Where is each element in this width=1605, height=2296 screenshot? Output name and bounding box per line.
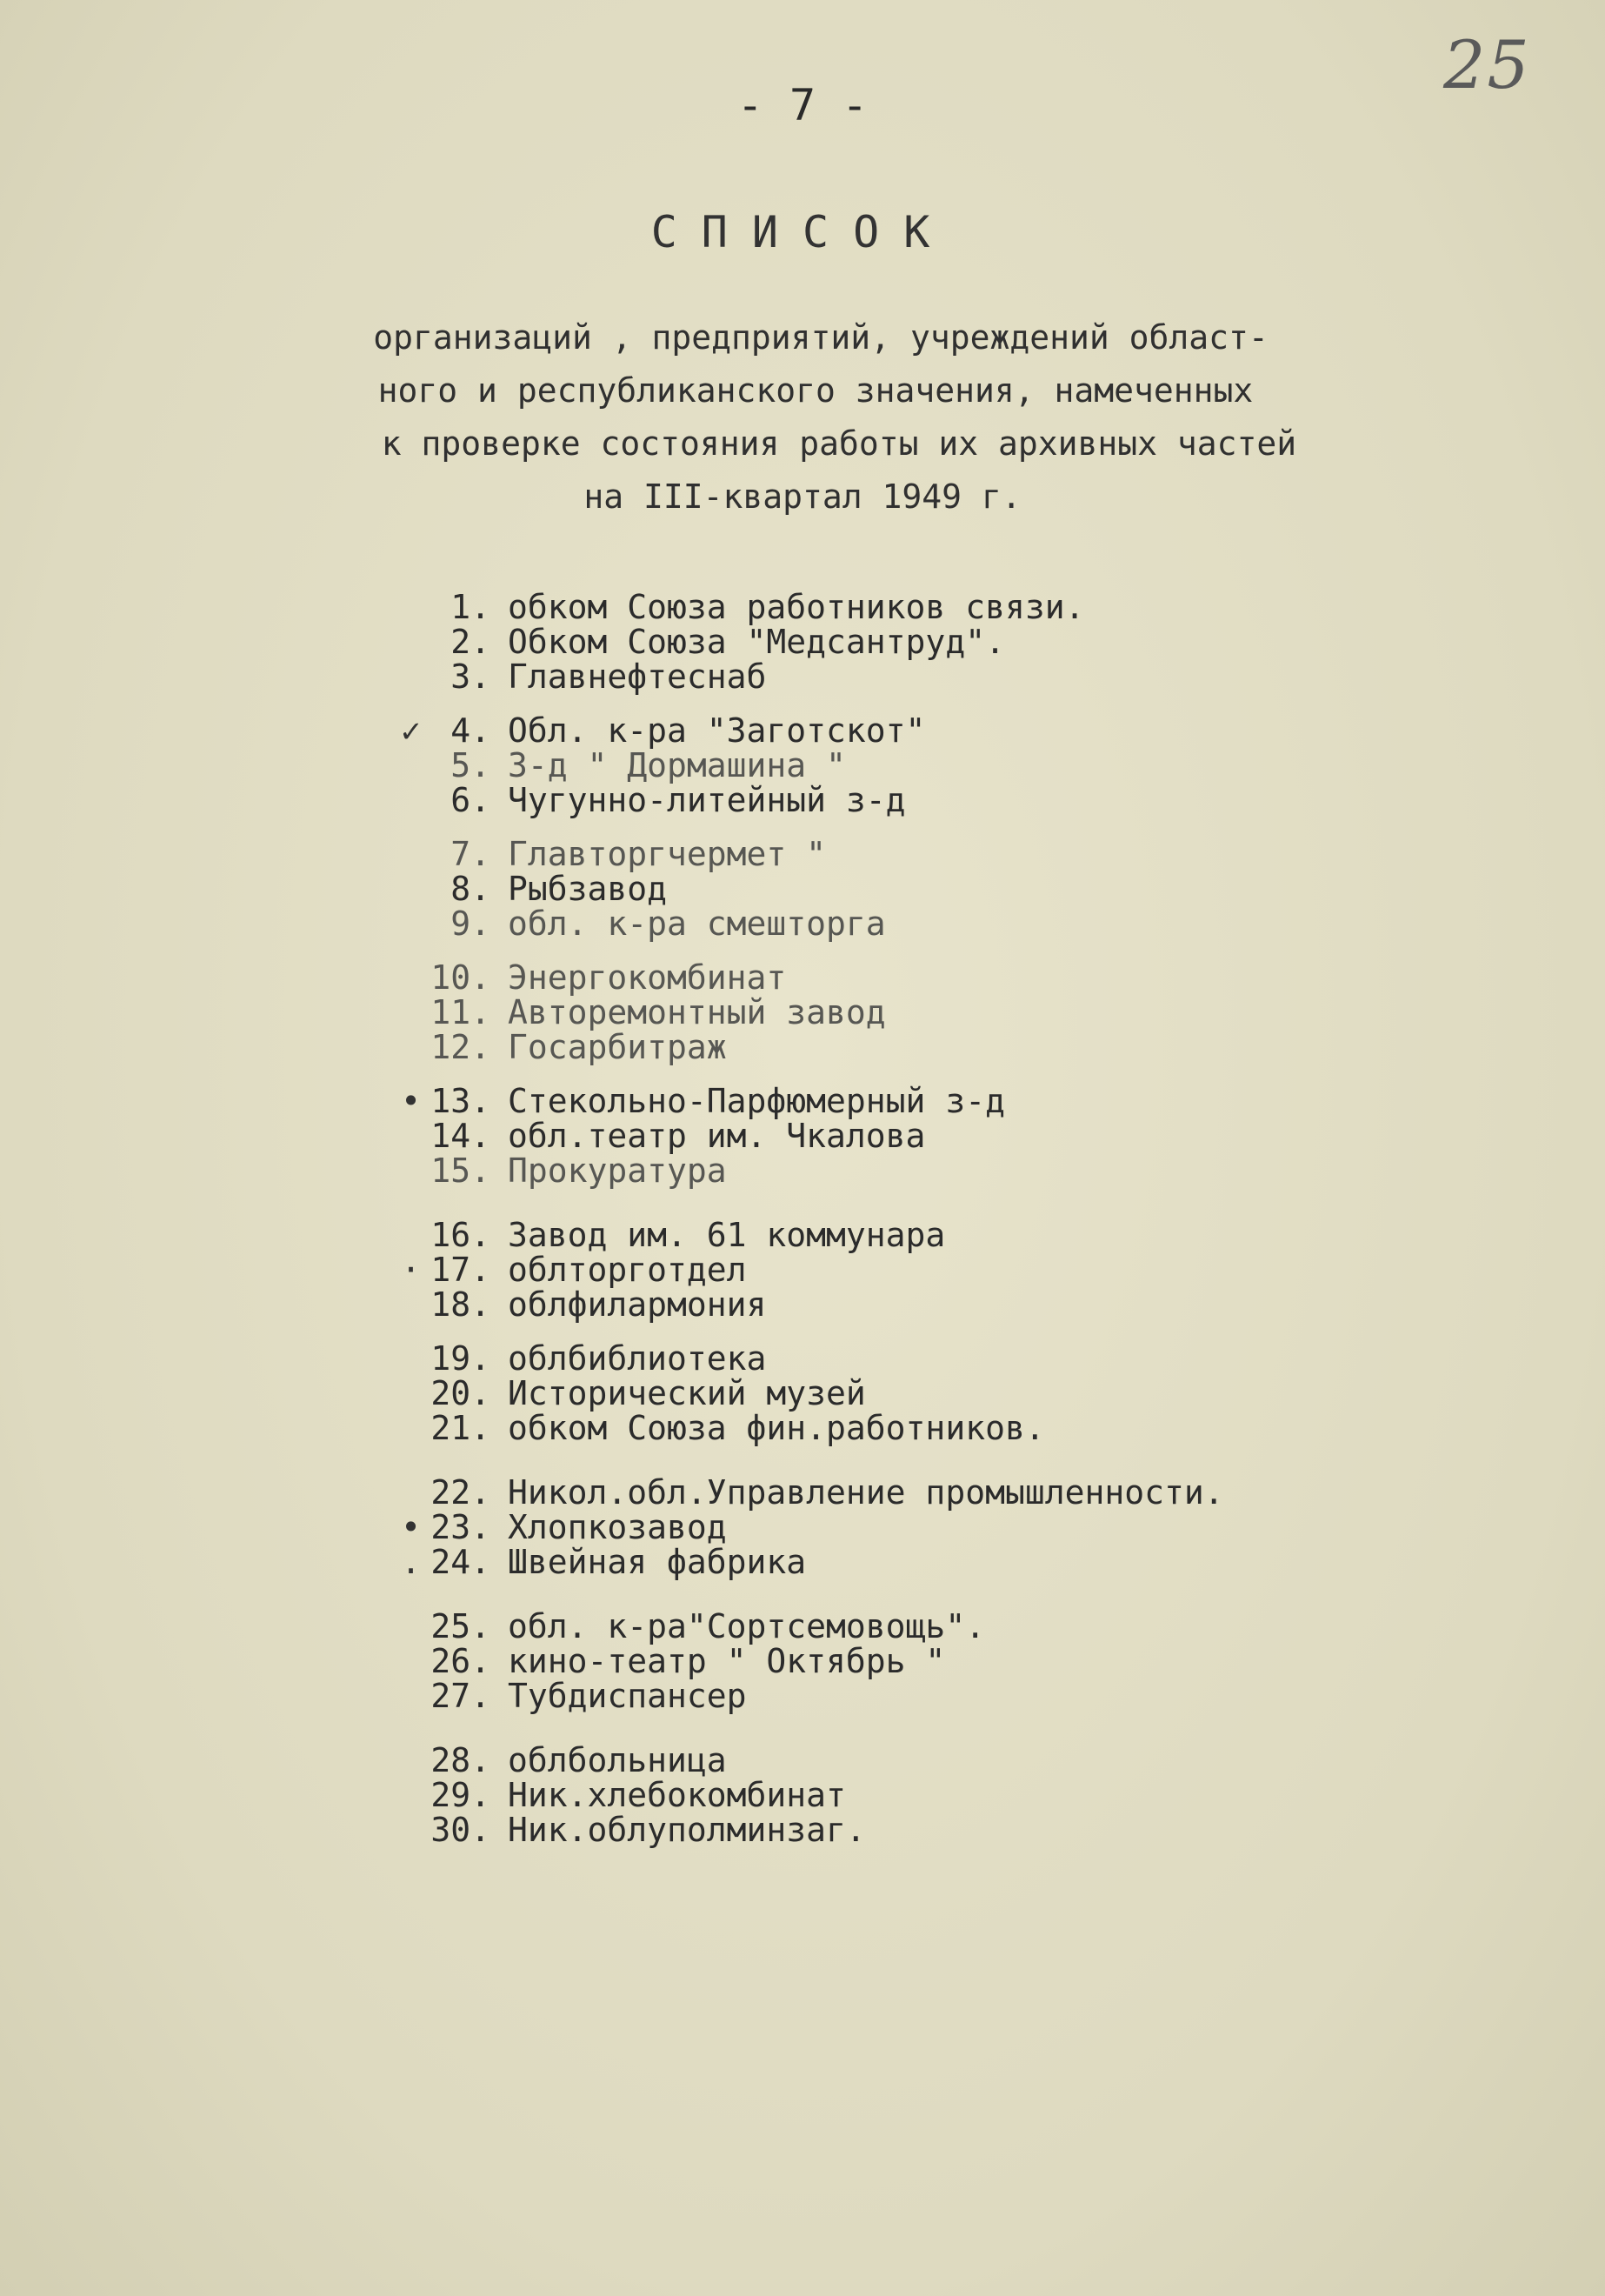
list-item (391, 1339, 1348, 1378)
document-subtitle (0, 311, 1605, 524)
item-name: З-д " Дормашина " (508, 746, 846, 784)
item-number: 3. (450, 657, 490, 696)
subtitle-line: к проверке состояния работы их архивных частей (381, 424, 1297, 463)
item-name: Завод им. 61 коммунара (508, 1216, 946, 1254)
archive-page-number: 25 (1443, 26, 1531, 103)
margin-mark: ✓ (401, 711, 421, 750)
subtitle-line: организаций , предприятий, учреждений област- (373, 318, 1269, 357)
item-number: 25. (430, 1607, 490, 1645)
item-number: 21. (430, 1409, 490, 1447)
item-number: 7. (450, 835, 490, 873)
list-item (391, 1216, 1348, 1254)
item-name: Госарбитраж (508, 1028, 727, 1066)
item-number: 29. (430, 1776, 490, 1814)
item-name: облбиблиотека (508, 1339, 767, 1378)
organizations-list (391, 588, 1348, 1849)
list-item (391, 1251, 1348, 1289)
list-item (391, 993, 1348, 1031)
item-number: 8. (450, 870, 490, 908)
item-number: 26. (430, 1642, 490, 1680)
item-number: 4. (450, 711, 490, 750)
item-number: 5. (450, 746, 490, 784)
list-item (391, 623, 1348, 661)
list-item (391, 1741, 1348, 1779)
item-name: Швейная фабрика (508, 1543, 807, 1581)
spacer (391, 1578, 1348, 1607)
spacer (391, 1444, 1348, 1473)
item-name: облторготдел (508, 1251, 747, 1289)
margin-mark: • (401, 1508, 421, 1546)
item-name: облфилармония (508, 1285, 767, 1324)
list-item (391, 1811, 1348, 1849)
list-item (391, 1776, 1348, 1814)
item-number: 18. (430, 1285, 490, 1324)
margin-mark: . (401, 1543, 421, 1581)
item-name: обком Союза фин.работников. (508, 1409, 1045, 1447)
item-number: 17. (430, 1251, 490, 1289)
item-name: Хлопкозавод (508, 1508, 727, 1546)
item-name: кино-театр " Октябрь " (508, 1642, 946, 1680)
item-number: 2. (450, 623, 490, 661)
list-item (391, 1285, 1348, 1324)
subtitle-line: ного и республиканского значения, намеченных (377, 371, 1254, 410)
list-item (391, 657, 1348, 696)
item-number: 28. (430, 1741, 490, 1779)
list-item (391, 1374, 1348, 1412)
item-name: Главнефтеснаб (508, 657, 767, 696)
item-name: Стекольно-Парфюмерный з-д (508, 1082, 1005, 1120)
document-title: СПИСОК (650, 207, 955, 257)
margin-mark: · (401, 1251, 421, 1289)
item-number: 15. (430, 1151, 490, 1190)
page-number: - 7 - (736, 80, 869, 130)
item-number: 23. (430, 1508, 490, 1546)
list-item (391, 1082, 1348, 1120)
item-name: обл. к-ра"Сортсемовощь". (508, 1607, 986, 1645)
list-item (391, 904, 1348, 943)
list-item (391, 781, 1348, 819)
list-item (391, 835, 1348, 873)
item-name: Исторический музей (508, 1374, 866, 1412)
list-item (391, 711, 1348, 750)
item-name: Ник.облуполминзаг. (508, 1811, 866, 1849)
item-name: Ник.хлебокомбинат (508, 1776, 846, 1814)
item-number: 16. (430, 1216, 490, 1254)
item-number: 13. (430, 1082, 490, 1120)
item-number: 22. (430, 1473, 490, 1512)
list-item (391, 1028, 1348, 1066)
spacer (391, 1712, 1348, 1741)
subtitle-line: на III-квартал 1949 г. (583, 477, 1022, 516)
item-name: Прокуратура (508, 1151, 727, 1190)
item-name: Авторемонтный завод (508, 993, 886, 1031)
item-number: 11. (430, 993, 490, 1031)
list-item (391, 1473, 1348, 1512)
item-name: Чугунно-литейный з-д (508, 781, 906, 819)
item-name: Обл. к-ра "Заготскот" (508, 711, 926, 750)
margin-mark: • (401, 1082, 421, 1120)
item-number: 1. (450, 588, 490, 626)
item-number: 6. (450, 781, 490, 819)
item-name: Тубдиспансер (508, 1677, 747, 1715)
item-name: обл.театр им. Чкалова (508, 1117, 926, 1155)
item-name: облбольница (508, 1741, 727, 1779)
item-number: 9. (450, 904, 490, 943)
item-number: 12. (430, 1028, 490, 1066)
item-number: 20. (430, 1374, 490, 1412)
item-name: Никол.обл.Управление промышленности. (508, 1473, 1224, 1512)
item-number: 14. (430, 1117, 490, 1155)
item-name: Энергокомбинат (508, 958, 787, 997)
item-number: 27. (430, 1677, 490, 1715)
list-item (391, 1607, 1348, 1645)
spacer (391, 1186, 1348, 1216)
list-item (391, 588, 1348, 626)
list-item (391, 1151, 1348, 1190)
list-item (391, 1117, 1348, 1155)
item-name: Обком Союза "Медсантруд". (508, 623, 1005, 661)
item-name: обком Союза работников связи. (508, 588, 1085, 626)
item-number: 30. (430, 1811, 490, 1849)
list-item (391, 1508, 1348, 1546)
list-item (391, 746, 1348, 784)
item-number: 24. (430, 1543, 490, 1581)
list-item (391, 1677, 1348, 1715)
list-item (391, 1409, 1348, 1447)
item-name: обл. к-ра смешторга (508, 904, 886, 943)
list-item (391, 870, 1348, 908)
list-item (391, 958, 1348, 997)
list-item (391, 1543, 1348, 1581)
item-number: 10. (430, 958, 490, 997)
item-number: 19. (430, 1339, 490, 1378)
item-name: Главторгчермет " (508, 835, 827, 873)
list-item (391, 1642, 1348, 1680)
item-name: Рыбзавод (508, 870, 668, 908)
